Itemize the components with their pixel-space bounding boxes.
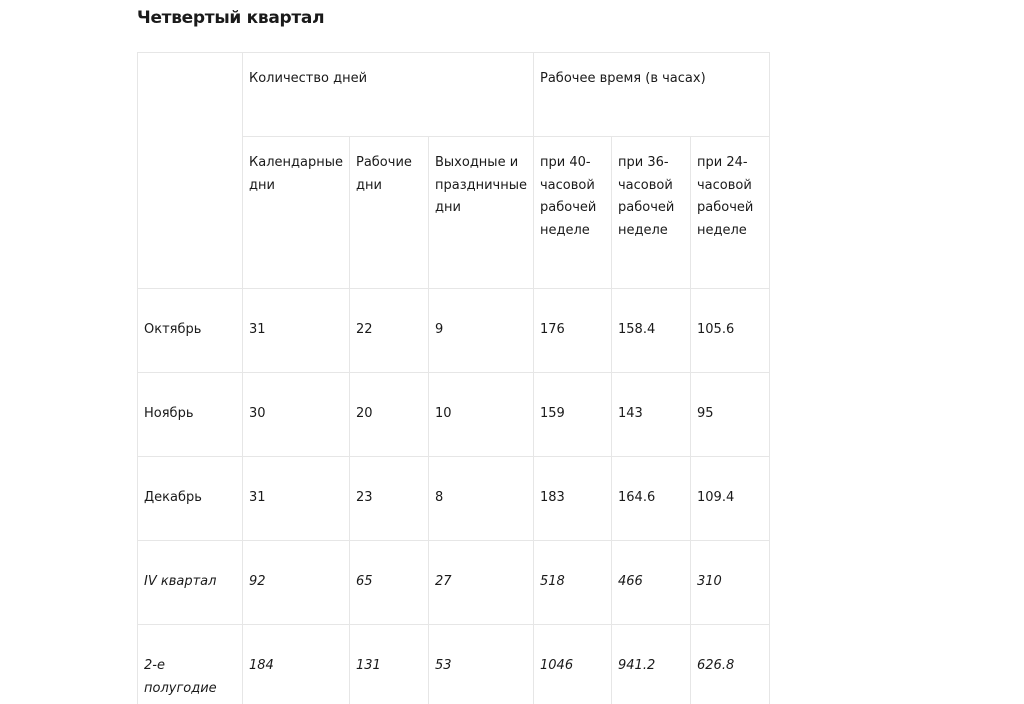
- header-40h-week: при 40-часовой рабочей неделе: [534, 137, 612, 289]
- cell-40h: 183: [534, 457, 612, 541]
- cell-40h: 518: [534, 541, 612, 625]
- cell-weekend-days: 27: [428, 541, 533, 625]
- cell-work-days: 23: [349, 457, 428, 541]
- row-label: IV квартал: [138, 541, 243, 625]
- header-work-days: Рабочие дни: [349, 137, 428, 289]
- cell-36h: 158.4: [612, 289, 691, 373]
- header-calendar-days: Календарные дни: [243, 137, 350, 289]
- row-label: Ноябрь: [138, 373, 243, 457]
- table-row: [138, 373, 770, 457]
- table-row-quarter-total: [138, 541, 770, 625]
- cell-24h: 105.6: [691, 289, 770, 373]
- header-hours-group: Рабочее время (в часах): [534, 53, 770, 137]
- cell-calendar-days: 31: [243, 457, 350, 541]
- cell-work-days: 22: [349, 289, 428, 373]
- header-row-groups: [138, 53, 770, 137]
- cell-36h: 466: [612, 541, 691, 625]
- header-36h-week: при 36-часовой рабочей неделе: [612, 137, 691, 289]
- working-time-table: [137, 52, 770, 704]
- cell-work-days: 65: [349, 541, 428, 625]
- cell-work-days: 20: [349, 373, 428, 457]
- cell-40h: 176: [534, 289, 612, 373]
- cell-24h: 310: [691, 541, 770, 625]
- section-title: Четвертый квартал: [137, 8, 325, 28]
- header-24h-week: при 24-часовой рабочей неделе: [691, 137, 770, 289]
- cell-weekend-days: 8: [428, 457, 533, 541]
- cell-40h: 1046: [534, 625, 612, 704]
- cell-weekend-days: 9: [428, 289, 533, 373]
- table-row: [138, 457, 770, 541]
- cell-36h: 941.2: [612, 625, 691, 704]
- cell-weekend-days: 53: [428, 625, 533, 704]
- header-empty-cell: [138, 53, 243, 289]
- cell-calendar-days: 184: [243, 625, 350, 704]
- cell-36h: 164.6: [612, 457, 691, 541]
- cell-24h: 109.4: [691, 457, 770, 541]
- row-label: Октябрь: [138, 289, 243, 373]
- table-row: [138, 289, 770, 373]
- cell-calendar-days: 92: [243, 541, 350, 625]
- header-days-group: Количество дней: [243, 53, 534, 137]
- row-label: 2-е полугодие: [138, 625, 243, 704]
- cell-work-days: 131: [349, 625, 428, 704]
- cell-24h: 95: [691, 373, 770, 457]
- row-label: Декабрь: [138, 457, 243, 541]
- cell-40h: 159: [534, 373, 612, 457]
- cell-calendar-days: 31: [243, 289, 350, 373]
- table-row-halfyear-total: [138, 625, 770, 704]
- cell-24h: 626.8: [691, 625, 770, 704]
- cell-weekend-days: 10: [428, 373, 533, 457]
- header-weekend-days: Выходные и праздничные дни: [428, 137, 533, 289]
- cell-calendar-days: 30: [243, 373, 350, 457]
- cell-36h: 143: [612, 373, 691, 457]
